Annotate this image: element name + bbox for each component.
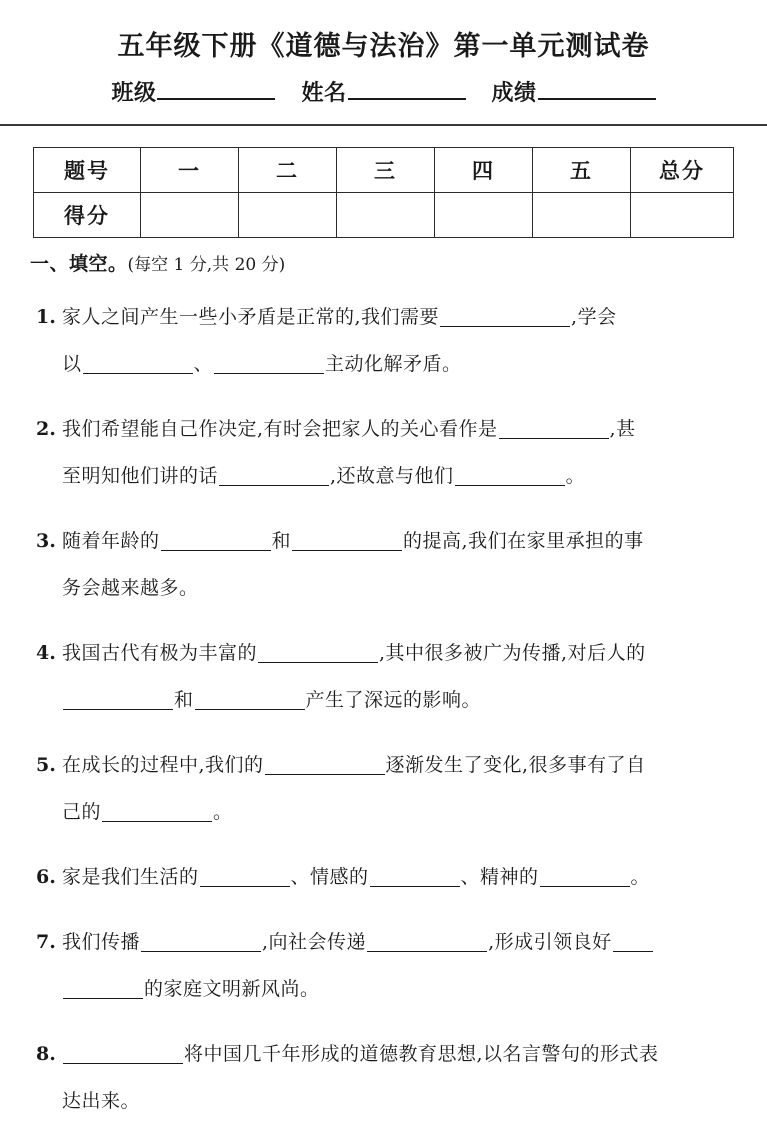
question-list: [34, 294, 749, 1125]
question-number: 6.: [36, 866, 56, 889]
question-text: [62, 919, 749, 1013]
question-item: [34, 1031, 749, 1125]
table-cell[interactable]: [337, 192, 435, 237]
question-text-run: 的家庭文明新风尚。: [144, 978, 320, 1001]
student-info-blank[interactable]: [348, 78, 466, 100]
section-points: (每空 1 分,共 20 分): [127, 254, 286, 275]
question-line: [62, 630, 749, 677]
question-line: [62, 565, 749, 612]
answer-blank[interactable]: [455, 463, 565, 486]
question-text-run: 产生了深远的影响。: [305, 689, 482, 712]
score-table: [33, 147, 734, 238]
table-cell: 二: [239, 147, 337, 192]
score-table-body: [34, 147, 734, 237]
student-info-field: [492, 76, 656, 107]
question-text-run: ,还故意与他们: [330, 465, 454, 488]
question-line: [62, 1078, 749, 1125]
question-text-run: 家是我们生活的: [62, 866, 199, 889]
question-text: [62, 294, 749, 388]
question-line: [62, 677, 749, 724]
question-number: 2.: [36, 418, 56, 441]
table-row-header-cell: 得分: [34, 192, 141, 237]
question-line: [62, 294, 749, 341]
question-item: [34, 919, 749, 1013]
answer-blank[interactable]: [292, 528, 402, 551]
question-text-run: ,学会: [571, 306, 617, 329]
student-info-field: [301, 76, 465, 107]
table-cell: 四: [435, 147, 533, 192]
table-row: [34, 147, 734, 192]
answer-blank[interactable]: [613, 929, 653, 952]
answer-blank[interactable]: [161, 528, 271, 551]
question-text-run: 将中国几千年形成的道德教育思想,以名言警句的形式表: [184, 1043, 659, 1066]
page-title: 五年级下册《道德与法治》第一单元测试卷: [117, 31, 650, 62]
student-info-blank[interactable]: [538, 78, 656, 100]
question-text-run: 务会越来越多。: [62, 577, 199, 600]
header-divider-rule: [0, 124, 767, 126]
question-text-run: 随着年龄的: [62, 530, 160, 553]
table-cell: 一: [141, 147, 239, 192]
section-title: 一、填空。: [30, 252, 128, 275]
question-text-run: 、: [193, 353, 214, 376]
question-text-run: 达出来。: [62, 1090, 141, 1113]
table-cell[interactable]: [435, 192, 533, 237]
question-text: [62, 854, 749, 901]
answer-blank[interactable]: [200, 864, 290, 887]
section-heading: [30, 252, 767, 277]
question-text: [62, 1031, 749, 1125]
question-line: [62, 341, 749, 388]
table-cell: 总分: [631, 147, 734, 192]
student-info-field: [111, 76, 275, 107]
answer-blank[interactable]: [258, 640, 378, 663]
answer-blank[interactable]: [63, 1041, 183, 1064]
question-item: [34, 630, 749, 724]
answer-blank[interactable]: [195, 687, 305, 710]
question-number: 1.: [36, 306, 56, 329]
question-text-run: 和: [174, 689, 194, 712]
table-row-header-cell: 题号: [34, 147, 141, 192]
question-text-run: ,其中很多被广为传播,对后人的: [379, 642, 646, 665]
question-text-run: 至明知他们讲的话: [62, 465, 219, 488]
question-number: 5.: [36, 754, 56, 777]
question-line: [62, 854, 749, 901]
question-line: [62, 518, 749, 565]
answer-blank[interactable]: [63, 687, 173, 710]
question-text-run: 家人之间产生一些小矛盾是正常的,我们需要: [62, 306, 440, 329]
question-text-run: 逐渐发生了变化,很多事有了自: [385, 754, 646, 777]
answer-blank[interactable]: [440, 304, 570, 327]
question-text-run: 、精神的: [460, 866, 539, 889]
answer-blank[interactable]: [141, 929, 261, 952]
question-line: [62, 1031, 749, 1078]
answer-blank[interactable]: [63, 976, 143, 999]
question-text-run: 。: [630, 866, 651, 889]
table-cell[interactable]: [239, 192, 337, 237]
question-text-run: 的提高,我们在家里承担的事: [403, 530, 644, 553]
question-number: 8.: [36, 1043, 56, 1066]
answer-blank[interactable]: [367, 929, 487, 952]
answer-blank[interactable]: [265, 752, 385, 775]
question-text: [62, 742, 749, 836]
answer-blank[interactable]: [499, 416, 609, 439]
question-text-run: 我们传播: [62, 931, 141, 954]
question-text-run: ,甚: [609, 418, 636, 441]
question-text-run: ,形成引领良好: [488, 931, 612, 954]
answer-blank[interactable]: [83, 351, 193, 374]
question-text: [62, 406, 749, 500]
student-info-label: 姓名: [301, 79, 347, 106]
question-item: [34, 294, 749, 388]
question-item: [34, 742, 749, 836]
question-item: [34, 854, 749, 901]
question-line: [62, 919, 749, 966]
table-cell[interactable]: [141, 192, 239, 237]
student-info-label: 成绩: [491, 79, 537, 106]
table-cell[interactable]: [533, 192, 631, 237]
question-text: [62, 518, 749, 612]
answer-blank[interactable]: [214, 351, 324, 374]
score-table-wrapper: [0, 147, 767, 238]
question-number: 4.: [36, 642, 56, 665]
student-info-label: 班级: [111, 79, 157, 106]
question-text-run: 我国古代有极为丰富的: [62, 642, 258, 665]
table-cell[interactable]: [631, 192, 734, 237]
question-text-run: 。: [213, 801, 233, 824]
question-text-run: 主动化解矛盾。: [325, 353, 462, 376]
question-text: [62, 630, 749, 724]
question-text-run: ,向社会传递: [262, 931, 367, 954]
question-number: 3.: [36, 530, 56, 553]
question-item: [34, 518, 749, 612]
answer-blank[interactable]: [370, 864, 460, 887]
answer-blank[interactable]: [219, 463, 329, 486]
question-text-run: 。: [565, 465, 586, 488]
question-line: [62, 406, 749, 453]
question-text-run: 我们希望能自己作决定,有时会把家人的关心看作是: [62, 418, 498, 441]
question-text-run: 在成长的过程中,我们的: [62, 754, 264, 777]
question-line: [62, 742, 749, 789]
question-text-run: 和: [271, 530, 292, 553]
question-text-run: 己的: [62, 801, 102, 824]
table-cell: 五: [533, 147, 631, 192]
question-item: [34, 406, 749, 500]
answer-blank[interactable]: [102, 799, 212, 822]
question-text-run: 、情感的: [290, 866, 369, 889]
table-row: [34, 192, 734, 237]
question-line: [62, 789, 749, 836]
student-info-blank[interactable]: [157, 78, 275, 100]
student-info-row: [0, 76, 767, 107]
question-text-run: 以: [62, 353, 82, 376]
question-line: [62, 453, 749, 500]
question-number: 7.: [36, 931, 56, 954]
table-cell: 三: [337, 147, 435, 192]
question-line: [62, 966, 749, 1013]
answer-blank[interactable]: [540, 864, 630, 887]
